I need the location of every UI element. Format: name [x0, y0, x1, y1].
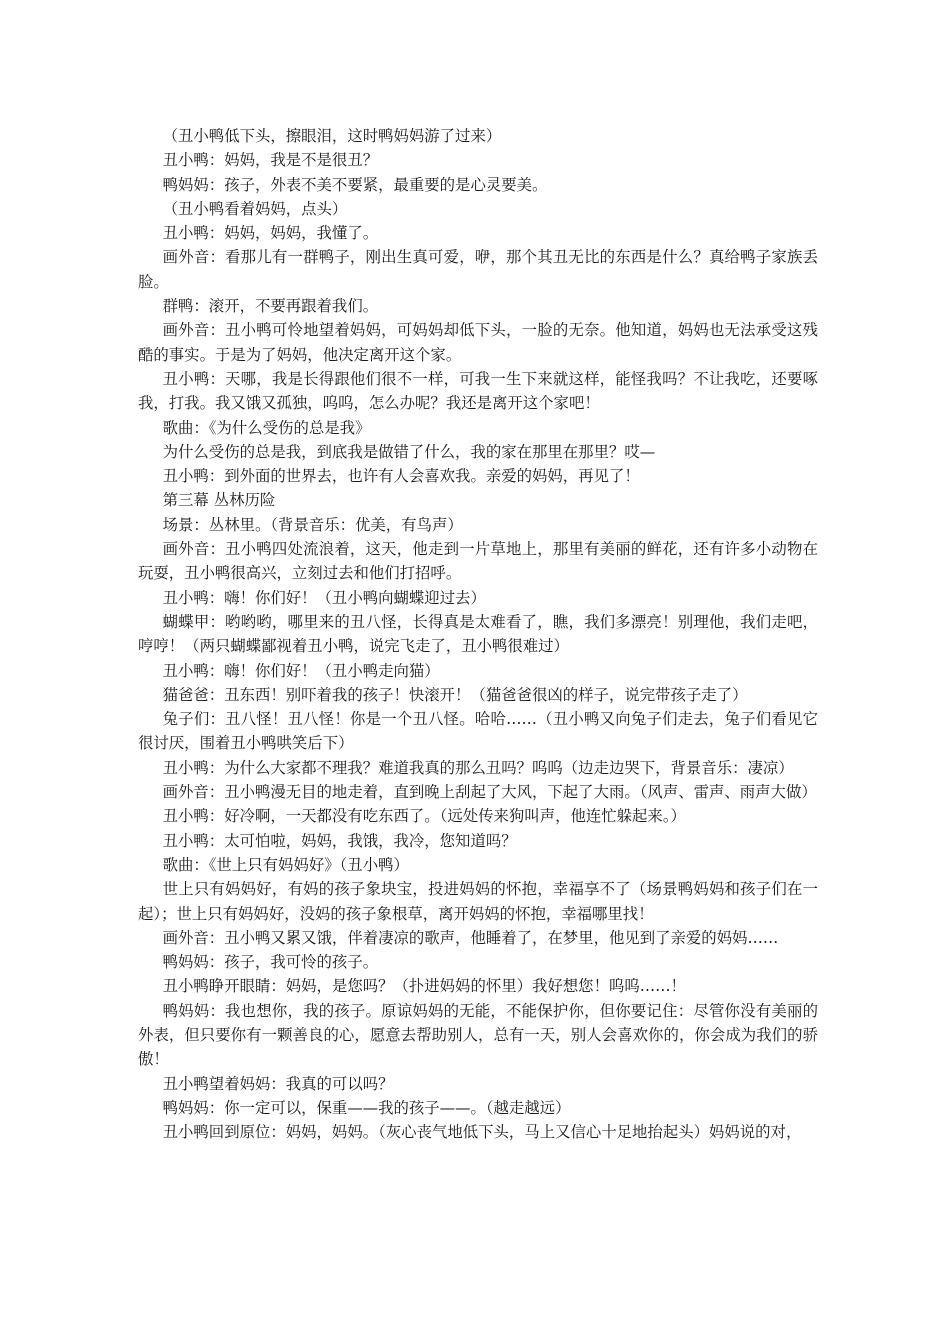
- paragraph: 为什么受伤的总是我，到底我是做错了什么，我的家在那里在那里？哎—: [162, 442, 656, 461]
- paragraph: 群鸭：滚开，不要再跟着我们。: [162, 297, 379, 316]
- paragraph: 歌曲：《世上只有妈妈好》（丑小鸭）: [162, 855, 409, 874]
- paragraph: 丑小鸭：妈妈，我是不是很丑？: [162, 151, 379, 170]
- paragraph: 画外音：丑小鸭四处流浪着，这天，他走到一片草地上，那里有美丽的鲜花，还有许多小动物在玩耍，丑小鸭很高兴，立刻过去和他们打招呼。: [138, 540, 818, 583]
- paragraph: 画外音：丑小鸭又累又饿，伴着凄凉的歌声，他睡着了，在梦里，他见到了亲爱的妈妈……: [162, 928, 779, 947]
- paragraph: 蝴蝶甲：哟哟哟，哪里来的丑八怪，长得真是太难看了，瞧，我们多漂亮！别理他，我们走吧，哼哼！（两只蝴蝶鄙视着丑小鸭，说完飞走了，丑小鸭很难过）: [138, 612, 818, 656]
- paragraph: 丑小鸭睁开眼睛：妈妈，是您吗？（扑进妈妈的怀里）我好想您！呜呜……！: [162, 977, 686, 996]
- paragraph: 鸭妈妈：孩子，我可怜的孩子。: [162, 953, 379, 972]
- paragraph: 世上只有妈妈好，有妈的孩子象块宝，投进妈妈的怀抱，幸福享不了（场景鸭妈妈和孩子们在一起）；世上只有妈妈好，没妈的孩子象根草，离开妈妈的怀抱，幸福哪里找！: [138, 880, 818, 923]
- paragraph: 丑小鸭：天哪，我是长得跟他们很不一样，可我一生下来就这样，能怪我吗？不让我吃，还要啄我，打我。我又饿又孤独，呜呜，怎么办呢？我还是离开这个家吧！: [138, 369, 818, 413]
- paragraph: 丑小鸭：到外面的世界去，也许有人会喜欢我。亲爱的妈妈，再见了！: [162, 467, 640, 486]
- paragraph: 丑小鸭：嗨！你们好！（丑小鸭走向猫）: [162, 661, 440, 680]
- document-page: [138, 124, 818, 1144]
- section-heading: 第三幕 丛林历险: [162, 491, 276, 510]
- paragraph: 丑小鸭：为什么大家都不理我？难道我真的那么丑吗？呜呜（边走边哭下，背景音乐：凄凉）: [162, 758, 794, 777]
- paragraph: 鸭妈妈：孩子，外表不美不要紧，最重要的是心灵要美。: [162, 175, 548, 194]
- paragraph: 画外音：丑小鸭可怜地望着妈妈，可妈妈却低下头，一脸的无奈。他知道，妈妈也无法承受这残酷的事实。于是为了妈妈，他决定离开这个家。: [138, 321, 818, 364]
- paragraph: 丑小鸭：好冷啊，一天都没有吃东西了。（远处传来狗叫声，他连忙躲起来。）: [162, 807, 686, 826]
- paragraph: （丑小鸭看着妈妈，点头）: [162, 199, 348, 218]
- paragraph: 猫爸爸：丑东西！别吓着我的孩子！快滚开！（猫爸爸很凶的样子，说完带孩子走了）: [162, 685, 748, 704]
- paragraph: 丑小鸭：太可怕啦，妈妈，我饿，我冷，您知道吗？: [162, 831, 517, 850]
- paragraph: 丑小鸭：嗨！你们好！（丑小鸭向蝴蝶迎过去）: [162, 588, 486, 607]
- paragraph: 丑小鸭望着妈妈：我真的可以吗？: [162, 1074, 394, 1093]
- paragraph: 歌曲：《为什么受伤的总是我》: [162, 418, 371, 437]
- paragraph: 兔子们：丑八怪！丑八怪！你是一个丑八怪。哈哈……（丑小鸭又向兔子们走去，兔子们看见它很讨厌，围着丑小鸭哄笑后下）: [138, 710, 818, 753]
- paragraph: 丑小鸭：妈妈，妈妈，我懂了。: [162, 224, 379, 243]
- paragraph: 丑小鸭回到原位：妈妈，妈妈。（灰心丧气地低下头，马上又信心十足地抬起头）妈妈说的对，: [162, 1123, 802, 1142]
- paragraph: 鸭妈妈：你一定可以，保重——我的孩子——。（越走越远）: [162, 1098, 571, 1117]
- paragraph: 场景：丛林里。（背景音乐：优美，有鸟声）: [162, 515, 463, 534]
- paragraph: 鸭妈妈：我也想你，我的孩子。原谅妈妈的无能，不能保护你，但你要记住：尽管你没有美丽的外表，但只要你有一颗善良的心，愿意去帮助别人，总有一天，别人会喜欢你的，你会成为我们的骄傲！: [138, 1001, 818, 1069]
- paragraph: 画外音：看那儿有一群鸭子，刚出生真可爱，咿，那个其丑无比的东西是什么？真给鸭子家族丢脸。: [138, 248, 818, 291]
- paragraph: 画外音：丑小鸭漫无目的地走着，直到晚上刮起了大风，下起了大雨。（风声、雷声、雨声大做）: [162, 783, 817, 802]
- paragraph: （丑小鸭低下头，擦眼泪，这时鸭妈妈游了过来）: [162, 127, 502, 145]
